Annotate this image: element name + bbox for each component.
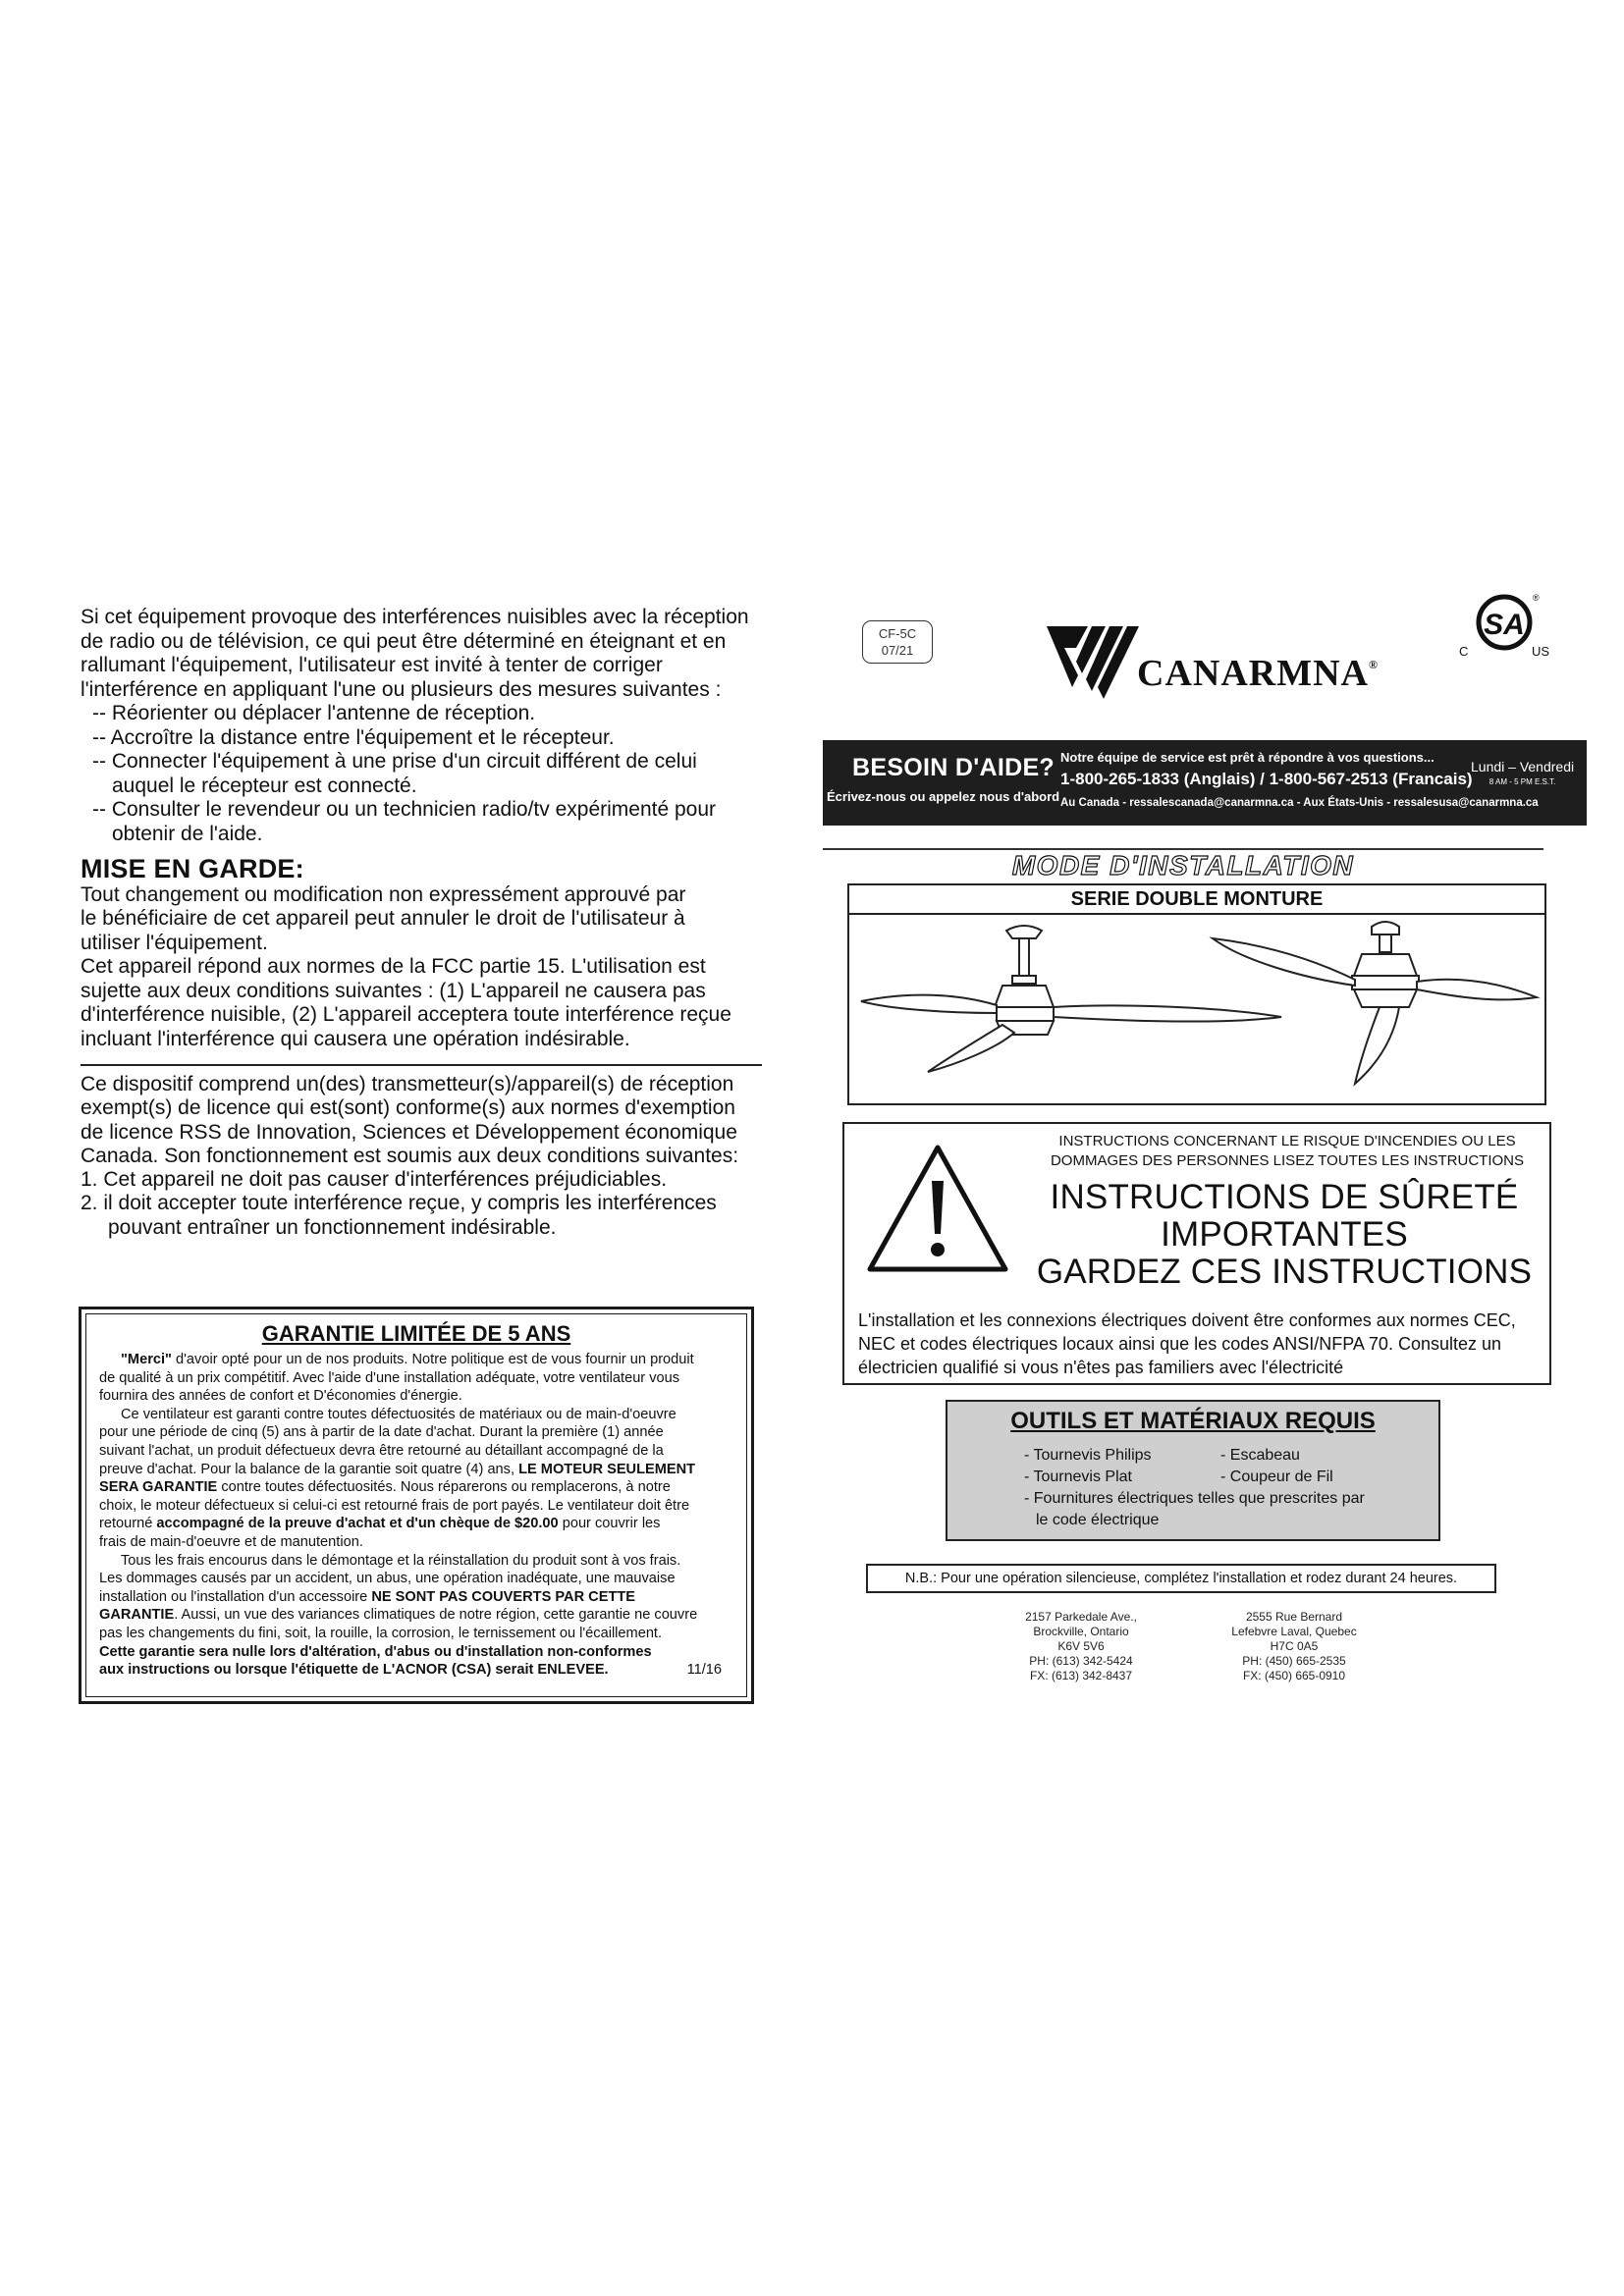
warranty-bold: accompagné de la preuve d'achat et d'un chèque de $20.00: [156, 1516, 559, 1532]
canarmna-logo-icon: [1043, 618, 1141, 707]
help-intro: Notre équipe de service est prêt à répondre à vos questions...: [1060, 750, 1435, 765]
warranty-text: suivant l'achat, un produit défectueux devra être retourné au détaillant accompagné de la: [99, 1442, 664, 1459]
warranty-text: de qualité à un prix compétitif. Avec l'aide d'une installation adéquate, votre ventilateur vous: [99, 1369, 680, 1386]
warranty-merci: "Merci": [121, 1352, 172, 1367]
safety-desc-line: NEC et codes électriques locaux ainsi que les codes ANSI/NFPA 70. Consultez un: [858, 1334, 1502, 1354]
model-badge: [862, 620, 933, 664]
help-subtitle: Écrivez-nous ou appelez nous d'abord: [827, 789, 1060, 804]
mise-line: d'interférence nuisible, (2) L'appareil acceptera toute interférence reçue: [81, 1003, 731, 1026]
fan-flush-icon: [1213, 922, 1537, 1084]
warranty-bold: aux instructions ou lorsque l'étiquette de L'ACNOR (CSA) serait ENLEVEE.: [99, 1662, 609, 1679]
csa-c-label: C: [1459, 644, 1469, 659]
help-title: BESOIN D'AIDE?: [852, 754, 1055, 781]
mise-line: Cet appareil répond aux normes de la FCC partie 15. L'utilisation est: [81, 955, 706, 978]
warranty-bold: NE SONT PAS COUVERTS PAR CETTE: [371, 1588, 636, 1605]
fcc-line: Si cet équipement provoque des interférences nuisibles avec la réception: [81, 606, 749, 628]
address-line: K6V 5V6: [1057, 1639, 1105, 1653]
tool-item: le code électrique: [1036, 1512, 1160, 1528]
fcc-notice: [81, 606, 787, 846]
safety-intro-line: INSTRUCTIONS CONCERNANT LE RISQUE D'INCENDIES OU LES: [1058, 1133, 1516, 1149]
csa-logo: [1445, 587, 1563, 666]
fan-downrod-icon: [861, 926, 1281, 1072]
installation-mode-title: MODE D'INSTALLATION: [1011, 850, 1355, 881]
help-days: Lundi – Vendredi: [1471, 759, 1575, 774]
mise-line: utiliser l'équipement.: [81, 931, 268, 954]
warranty-bold: GARANTIE: [99, 1607, 175, 1624]
tool-item: - Fournitures électriques telles que prescrites par: [1024, 1490, 1365, 1507]
mise-line: sujette aux deux conditions suivantes : (1) L'appareil ne causera pas: [81, 979, 706, 1002]
safety-intro-line: DOMMAGES DES PERSONNES LISEZ TOUTES LES INSTRUCTIONS: [1050, 1152, 1525, 1169]
help-emails: Au Canada - ressalescanada@canarmna.ca - Aux États-Unis - ressalesusa@canarmna.ca: [1060, 797, 1539, 809]
address-line: 2555 Rue Bernard: [1245, 1610, 1343, 1624]
safety-headline-line: GARDEZ CES INSTRUCTIONS: [1036, 1253, 1533, 1291]
safety-intro: [1037, 1132, 1538, 1171]
series-title: SERIE DOUBLE MONTURE: [849, 885, 1544, 915]
safety-description: [858, 1308, 1545, 1379]
warranty-bold: Cette garantie sera nulle lors d'altération, d'abus ou d'installation non-conformes: [99, 1643, 652, 1660]
warranty-text: pour couvrir les: [558, 1516, 661, 1532]
warranty-text: choix, le moteur défectueux si celui-ci est retourné frais de port payés. Le ventilateur doit être: [99, 1497, 690, 1514]
warranty-bold: SERA GARANTIE: [99, 1479, 218, 1496]
fcc-measure: -- Réorienter ou déplacer l'antenne de réception.: [92, 702, 536, 724]
mise-line: le bénéficiaire de cet appareil peut annuler le droit de l'utilisateur à: [81, 907, 685, 930]
ceiling-fan-illustrations: [849, 915, 1544, 1103]
registered-mark: ®: [1368, 658, 1379, 671]
safety-headline-line: INSTRUCTIONS DE SÛRETÉ: [1050, 1178, 1519, 1216]
csa-us-label: US: [1532, 644, 1550, 659]
warranty-body: [99, 1351, 739, 1680]
tool-item: - Tournevis Philips: [1024, 1447, 1152, 1464]
address-brockville: [998, 1610, 1164, 1683]
svg-text:®: ®: [1533, 593, 1540, 603]
svg-text:SA: SA: [1484, 609, 1525, 641]
safety-desc-line: électricien qualifié si vous n'êtes pas familiers avec l'électricité: [858, 1358, 1344, 1377]
tools-box: [946, 1400, 1440, 1541]
tool-item: - Escabeau: [1220, 1447, 1300, 1464]
warranty-title: GARANTIE LIMITÉE DE 5 ANS: [261, 1321, 571, 1346]
warranty-text: pour une période de cinq (5) ans à partir de la date d'achat. Durant la première (1) année: [99, 1424, 664, 1441]
brand-text: CANARMNA: [1137, 653, 1369, 694]
warranty-text: Tous les frais encourus dans le démontage et la réinstallation du produit sont à vos frais.: [121, 1552, 681, 1569]
address-fax: FX: (450) 665-0910: [1242, 1669, 1346, 1682]
address-line: H7C 0A5: [1270, 1639, 1319, 1653]
safety-headline-line: IMPORTANTES: [1161, 1215, 1408, 1254]
tool-item: - Tournevis Plat: [1024, 1468, 1132, 1485]
mise-line: incluant l'interférence qui causera une opération indésirable.: [81, 1027, 630, 1050]
warranty-text: retourné: [99, 1516, 157, 1532]
safety-desc-line: L'installation et les connexions électriques doivent être conformes aux normes CEC,: [858, 1310, 1516, 1330]
mise-en-garde-title: MISE EN GARDE:: [81, 854, 304, 883]
mise-en-garde: [81, 854, 787, 1051]
address-line: 2157 Parkedale Ave.,: [1025, 1610, 1137, 1624]
address-line: Lefebvre Laval, Quebec: [1231, 1625, 1357, 1638]
help-phone-numbers: 1-800-265-1833 (Anglais) / 1-800-567-2513 (Francais): [1060, 770, 1473, 788]
warranty-revision: 11/16: [686, 1662, 722, 1679]
model-date: 07/21: [881, 643, 914, 658]
help-hours: [1471, 760, 1574, 789]
warranty-text: contre toutes défectuosités. Nous réparerons ou remplacerons, à notre: [217, 1479, 671, 1496]
address-line: Brockville, Ontario: [1033, 1625, 1129, 1638]
note-box: N.B.: Pour une opération silencieuse, complétez l'installation et rodez durant 24 heures.: [866, 1564, 1496, 1593]
warranty-text: pas les changements du fini, soit, la rouille, la corrosion, le ternissement ou l'écaillement.: [99, 1625, 663, 1641]
ised-line: de licence RSS de Innovation, Sciences et Développement économique: [81, 1120, 737, 1144]
safety-headline: [1029, 1179, 1540, 1291]
help-time: 8 AM - 5 PM E.S.T.: [1489, 777, 1556, 786]
fcc-line: l'interférence en appliquant l'une ou plusieurs des mesures suivantes :: [81, 677, 722, 701]
address-fax: FX: (613) 342-8437: [1029, 1669, 1133, 1682]
tool-item: - Coupeur de Fil: [1220, 1468, 1333, 1485]
series-box: [847, 883, 1546, 1105]
warranty-bold: LE MOTEUR SEULEMENT: [518, 1461, 696, 1477]
fcc-measure: -- Accroître la distance entre l'équipement et le récepteur.: [92, 725, 615, 749]
tools-title: OUTILS ET MATÉRIAUX REQUIS: [1010, 1408, 1376, 1434]
ised-line: Ce dispositif comprend un(des) transmetteur(s)/appareil(s) de réception: [81, 1073, 734, 1095]
help-banner: [823, 740, 1587, 826]
address-laval: [1216, 1610, 1373, 1683]
divider: [81, 1064, 762, 1066]
warranty-box: [79, 1307, 754, 1704]
ised-notice: [81, 1073, 787, 1240]
warranty-text: d'avoir opté pour un de nos produits. Notre politique est de vous fournir un produit: [171, 1352, 694, 1367]
warranty-text: frais de main-d'oeuvre et de manutention.: [99, 1533, 363, 1550]
warranty-text: preuve d'achat. Pour la balance de la garantie soit quatre (4) ans,: [99, 1461, 519, 1477]
fcc-line: rallumant l'équipement, l'utilisateur est invité à tenter de corriger: [81, 654, 663, 676]
fcc-line: de radio ou de télévision, ce qui peut être déterminé en éteignant et en: [81, 629, 727, 653]
fcc-measure-cont: obtenir de l'aide.: [112, 822, 263, 845]
fcc-measure: -- Connecter l'équipement à une prise d'un circuit différent de celui: [92, 750, 697, 773]
warranty-text: fournira des années de confort et D'économies d'énergie.: [99, 1388, 462, 1405]
fcc-measure: -- Consulter le revendeur ou un technicien radio/tv expérimenté pour: [92, 798, 717, 821]
safety-box: [842, 1122, 1551, 1385]
address-phone: PH: (613) 342-5424: [1029, 1654, 1133, 1668]
fcc-measure-cont: auquel le récepteur est connecté.: [112, 774, 417, 797]
ised-line: exempt(s) de licence qui est(sont) conforme(s) aux normes d'exemption: [81, 1096, 735, 1120]
ised-line: 2. il doit accepter toute interférence reçue, y compris les interférences: [81, 1192, 717, 1215]
ised-line: pouvant entraîner un fonctionnement indésirable.: [108, 1215, 557, 1239]
brand-name: [1137, 652, 1379, 695]
model-code: CF-5C: [878, 626, 917, 641]
warranty-text: installation ou l'installation d'un accessoire: [99, 1588, 372, 1605]
address-phone: PH: (450) 665-2535: [1242, 1654, 1346, 1668]
warranty-text: Ce ventilateur est garanti contre toutes défectuosités de matériaux ou de main-d'oeuvre: [121, 1406, 677, 1422]
warranty-text: Les dommages causés par un accident, un abus, une opération inadéquate, une mauvaise: [99, 1571, 676, 1587]
ised-line: Canada. Son fonctionnement est soumis aux deux conditions suivantes:: [81, 1144, 739, 1167]
warranty-text: . Aussi, un vue des variances climatiques de notre région, cette garantie ne couvre: [174, 1607, 698, 1624]
ised-line: 1. Cet appareil ne doit pas causer d'interférences préjudiciables.: [81, 1168, 668, 1192]
warning-triangle-icon: [864, 1142, 1011, 1275]
mise-line: Tout changement ou modification non expressément approuvé par: [81, 882, 686, 906]
